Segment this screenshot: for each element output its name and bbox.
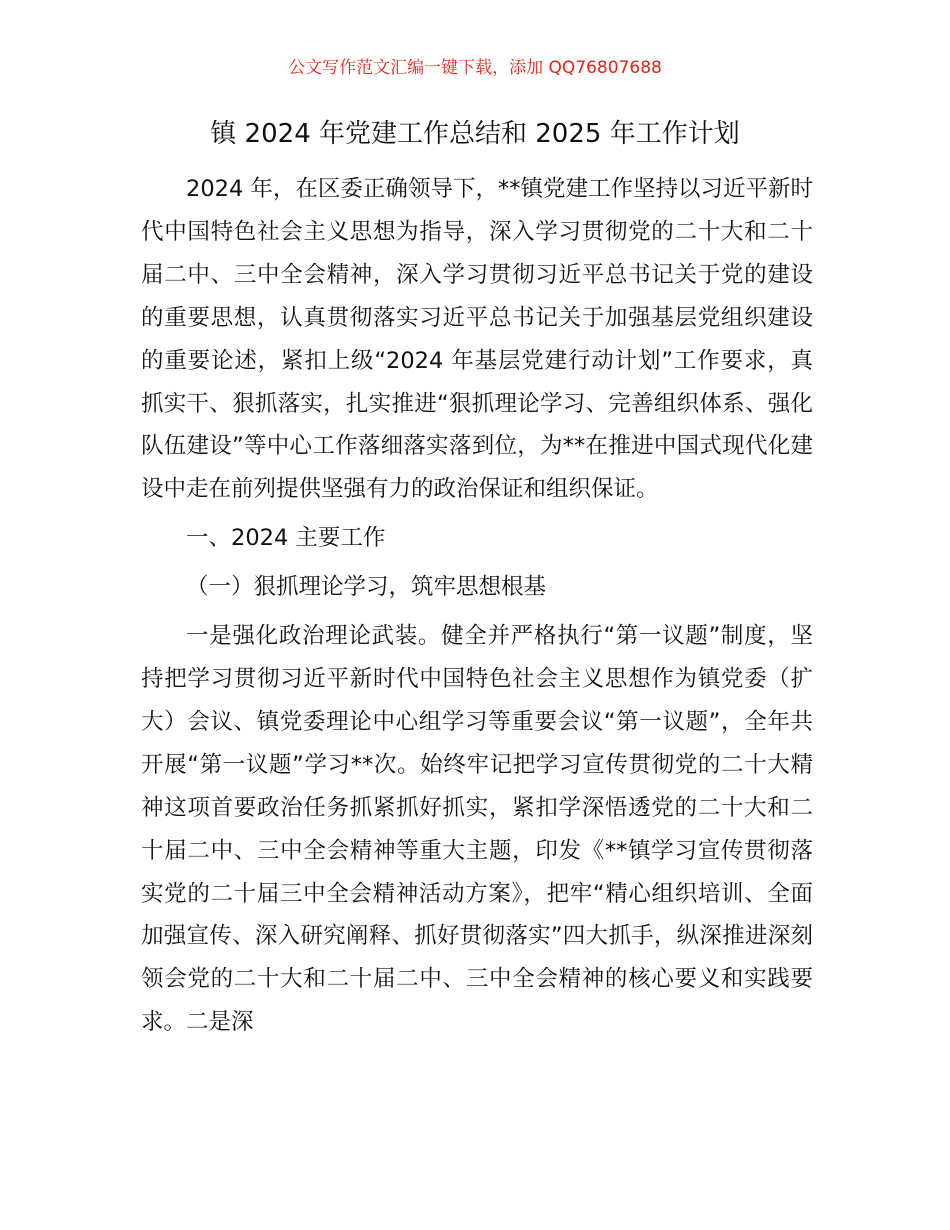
intro-paragraph: 2024 年，在区委正确领导下，**镇党建工作坚持以习近平新时代中国特色社会主义思想为指导，深入学习贯彻党的二十大和二十届二中、三中全会精神，深入学习贯彻习近平总书记关于党的建设的重要思想，认真贯彻落实习近平总书记关于加强基层党组织建设的重要论述，紧扣上级“2024 年基层党建行动计划”工作要求，真抓实干、狠抓落实，扎实推进“狠抓理论学习、完善组织体系、强化队伍建设”等中心工作落细落实落到位，为**在推进中国式现代化建设中走在前列提供坚强有力的政治保证和组织保证。	[141, 176, 813, 503]
document-title: 镇 2024 年党建工作总结和 2025 年工作计划	[210, 119, 740, 149]
section-heading: 一、2024 主要工作	[186, 525, 386, 552]
body-paragraph: 一是强化政治理论武装。健全并严格执行“第一议题”制度，坚持把学习贯彻习近平新时代中国特色社会主义思想作为镇党委（扩大）会议、镇党委理论中心组学习等重要会议“第一议题”，全年共开展“第一议题”学习**次。始终牢记把学习宣传贯彻党的二十大精神这项首要政治任务抓紧抓好抓实，紧扣学深悟透党的二十大和二十届二中、三中全会精神等重大主题，印发《**镇学习宣传贯彻落实党的二十届三中全会精神活动方案》，把牢“精心组织培训、全面加强宣传、深入研究阐释、抓好贯彻落实”四大抓手，纵深推进深刻领会党的二十大和二十届二中、三中全会精神的核心要义和实践要求。二是深	[141, 623, 813, 1036]
subsection-heading: （一）狠抓理论学习，筑牢思想根基	[186, 574, 547, 601]
download-banner: 公文写作范文汇编一键下载，添加 QQ76807688	[288, 58, 662, 78]
document-body	[141, 168, 813, 1044]
